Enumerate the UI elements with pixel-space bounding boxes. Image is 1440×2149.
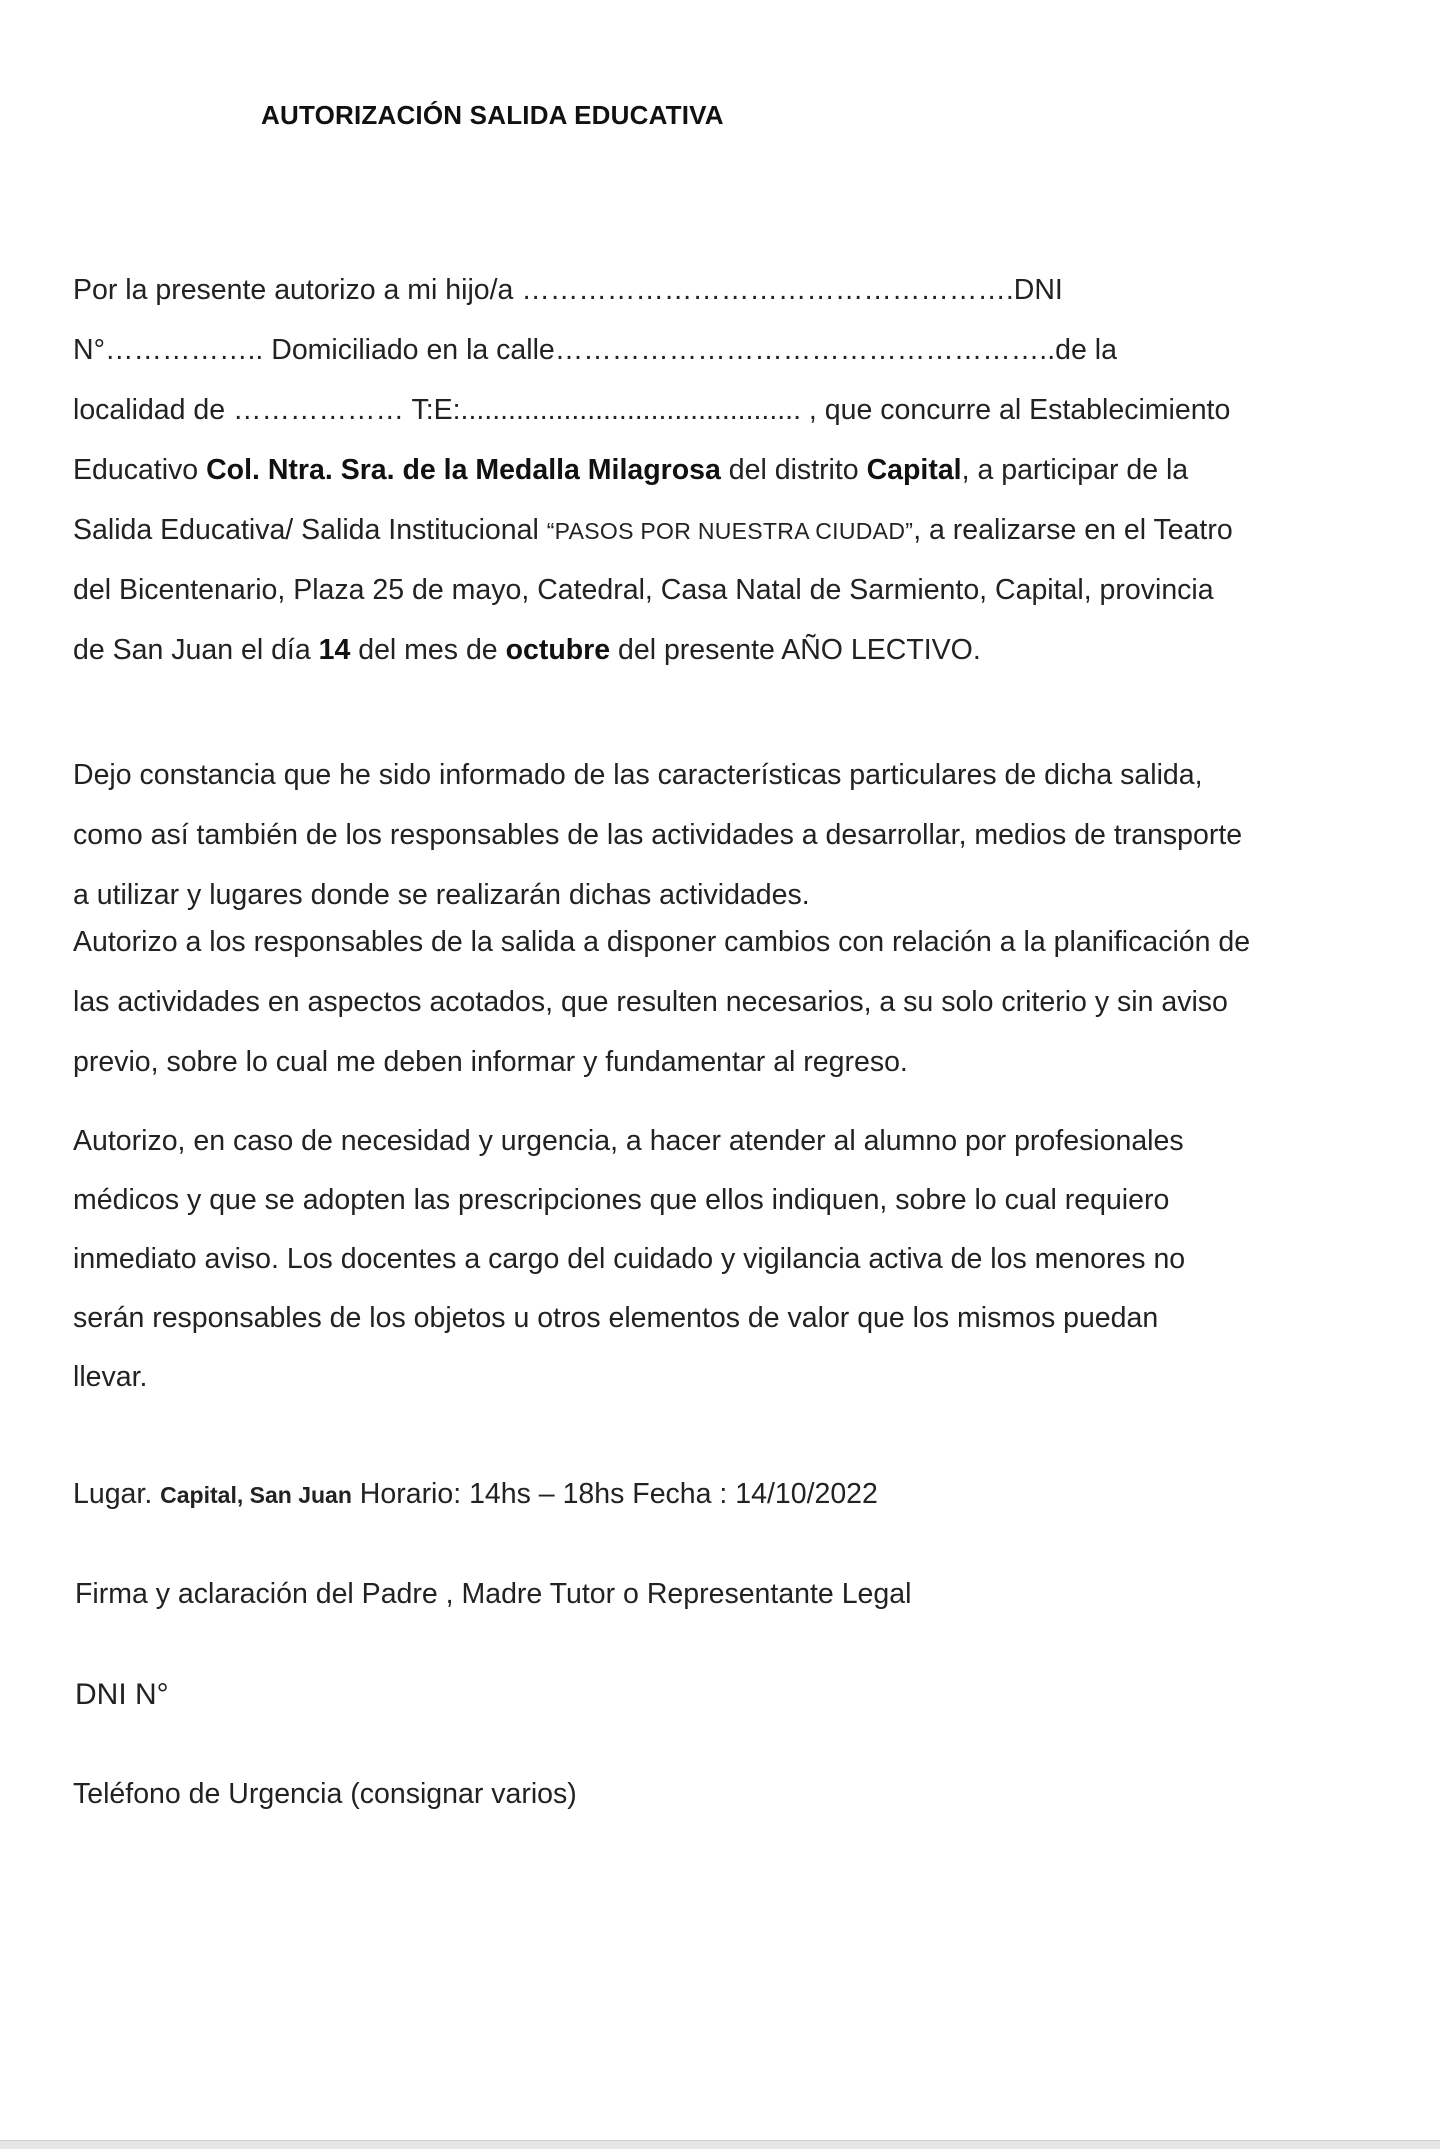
- event-month: octubre: [505, 634, 611, 666]
- paragraph-line: serán responsables de los objetos u otros elementos de valor que los mismos puedan: [73, 1302, 1159, 1334]
- emergency-phone-label: Teléfono de Urgencia (consignar varios): [73, 1778, 577, 1810]
- paragraph-line: [73, 500, 1353, 560]
- paragraph-line: inmediato aviso. Los docentes a cargo del cuidado y vigilancia activa de los menores no: [73, 1243, 1186, 1275]
- trip-details: [73, 1478, 878, 1511]
- paragraph-line: las actividades en aspectos acotados, que resulten necesarios, a su solo criterio y sin aviso: [73, 986, 1228, 1018]
- text-segment: Educativo: [73, 454, 207, 486]
- acknowledgement-paragraph: [73, 745, 1353, 925]
- paragraph-line: localidad de ……………… T:E:........................................... , que concurre al Establecimiento: [73, 394, 1231, 426]
- paragraph-line: a utilizar y lugares donde se realizarán dichas actividades.: [73, 879, 810, 911]
- authorization-paragraph: [73, 260, 1353, 680]
- paragraph-line: [73, 620, 1353, 680]
- paragraph-line: N°…………….. Domiciliado en la calle……………………………………………..de la: [73, 334, 1117, 366]
- paragraph-line: previo, sobre lo cual me deben informar y fundamentar al regreso.: [73, 1046, 908, 1078]
- text-segment: Salida Educativa/ Salida Institucional: [73, 514, 547, 546]
- text-segment: , a participar de la: [961, 454, 1189, 486]
- text-segment: , a realizarse en el Teatro: [913, 514, 1233, 546]
- signature-label: Firma y aclaración del Padre , Madre Tutor o Representante Legal: [75, 1578, 912, 1610]
- school-name: Col. Ntra. Sra. de la Medalla Milagrosa: [206, 454, 721, 486]
- activity-name: “PASOS POR NUESTRA CIUDAD”: [546, 518, 914, 544]
- paragraph-line: Autorizo a los responsables de la salida a disponer cambios con relación a la planificación de: [73, 926, 1251, 958]
- medical-authorization-paragraph: [73, 1112, 1353, 1407]
- place-value: Capital, San Juan: [160, 1482, 352, 1508]
- paragraph-line: como así también de los responsables de las actividades a desarrollar, medios de transporte: [73, 819, 1243, 851]
- changes-authorization-paragraph: [73, 912, 1353, 1092]
- paragraph-line: médicos y que se adopten las prescripciones que ellos indiquen, sobre lo cual requiero: [73, 1184, 1170, 1216]
- place-label: Lugar.: [73, 1478, 161, 1510]
- event-day: 14: [318, 634, 351, 666]
- dni-label: DNI N°: [75, 1678, 169, 1711]
- text-segment: de San Juan el día: [73, 634, 319, 666]
- schedule-date: Horario: 14hs – 18hs Fecha : 14/10/2022: [351, 1478, 878, 1510]
- paragraph-line: del Bicentenario, Plaza 25 de mayo, Catedral, Casa Natal de Sarmiento, Capital, provincia: [73, 574, 1214, 606]
- text-segment: del presente AÑO LECTIVO.: [610, 634, 981, 666]
- district-name: Capital: [866, 454, 962, 486]
- document-title: AUTORIZACIÓN SALIDA EDUCATIVA: [261, 100, 724, 130]
- text-segment: del mes de: [350, 634, 506, 666]
- paragraph-line: Autorizo, en caso de necesidad y urgencia, a hacer atender al alumno por profesionales: [73, 1125, 1184, 1157]
- paragraph-line: Dejo constancia que he sido informado de las características particulares de dicha salida,: [73, 759, 1203, 791]
- paragraph-line: [73, 440, 1353, 500]
- paragraph-line: llevar.: [73, 1361, 148, 1393]
- text-segment: del distrito: [720, 454, 867, 486]
- paragraph-line: Por la presente autorizo a mi hijo/a …………………………………………….DNI: [73, 274, 1063, 306]
